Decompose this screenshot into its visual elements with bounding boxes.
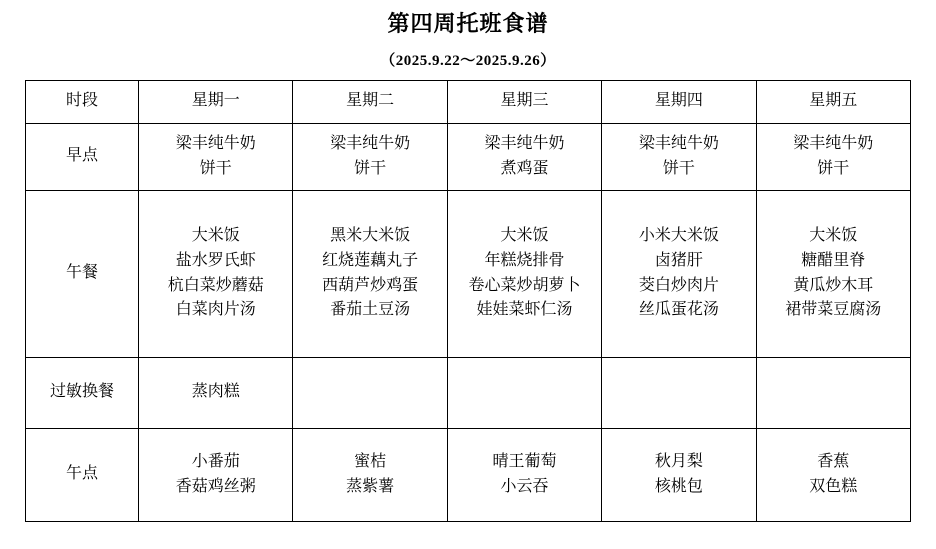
cell-lunch-thursday: 小米大米饭 卤猪肝 茭白炒肉片 丝瓜蛋花汤: [602, 190, 756, 357]
row-header-breakfast: 早点: [26, 123, 139, 190]
cell-snack-friday: 香蕉 双色糕: [756, 428, 910, 521]
cell-snack-thursday: 秋月梨 核桃包: [602, 428, 756, 521]
column-header-period: 时段: [26, 80, 139, 123]
cell-lunch-wednesday: 大米饭 年糕烧排骨 卷心菜炒胡萝卜 娃娃菜虾仁汤: [447, 190, 601, 357]
cell-allergy-thursday: [602, 357, 756, 428]
cell-allergy-friday: [756, 357, 910, 428]
cell-snack-wednesday: 晴王葡萄 小云吞: [447, 428, 601, 521]
column-header-friday: 星期五: [756, 80, 910, 123]
cell-snack-monday: 小番茄 香菇鸡丝粥: [139, 428, 293, 521]
weekly-menu-table: [25, 80, 911, 522]
column-header-wednesday: 星期三: [447, 80, 601, 123]
row-header-allergy-substitute: 过敏换餐: [26, 357, 139, 428]
table-row: [26, 123, 911, 190]
cell-snack-tuesday: 蜜桔 蒸紫薯: [293, 428, 447, 521]
cell-breakfast-monday: 梁丰纯牛奶 饼干: [139, 123, 293, 190]
page-subtitle: （2025.9.22～2025.9.26）: [380, 52, 556, 69]
cell-breakfast-thursday: 梁丰纯牛奶 饼干: [602, 123, 756, 190]
cell-breakfast-friday: 梁丰纯牛奶 饼干: [756, 123, 910, 190]
table-row: [26, 357, 911, 428]
menu-document: [0, 10, 936, 549]
column-header-tuesday: 星期二: [293, 80, 447, 123]
table-row: [26, 190, 911, 357]
row-header-afternoon-snack: 午点: [26, 428, 139, 521]
row-header-lunch: 午餐: [26, 190, 139, 357]
cell-allergy-monday: 蒸肉糕: [139, 357, 293, 428]
column-header-monday: 星期一: [139, 80, 293, 123]
column-header-thursday: 星期四: [602, 80, 756, 123]
cell-lunch-tuesday: 黑米大米饭 红烧莲藕丸子 西葫芦炒鸡蛋 番茄土豆汤: [293, 190, 447, 357]
table-header-row: [26, 80, 911, 123]
cell-lunch-monday: 大米饭 盐水罗氏虾 杭白菜炒蘑菇 白菜肉片汤: [139, 190, 293, 357]
cell-allergy-wednesday: [447, 357, 601, 428]
cell-breakfast-wednesday: 梁丰纯牛奶 煮鸡蛋: [447, 123, 601, 190]
cell-allergy-tuesday: [293, 357, 447, 428]
table-row: [26, 428, 911, 521]
cell-lunch-friday: 大米饭 糖醋里脊 黄瓜炒木耳 裙带菜豆腐汤: [756, 190, 910, 357]
cell-breakfast-tuesday: 梁丰纯牛奶 饼干: [293, 123, 447, 190]
page-title: 第四周托班食谱: [387, 11, 549, 36]
